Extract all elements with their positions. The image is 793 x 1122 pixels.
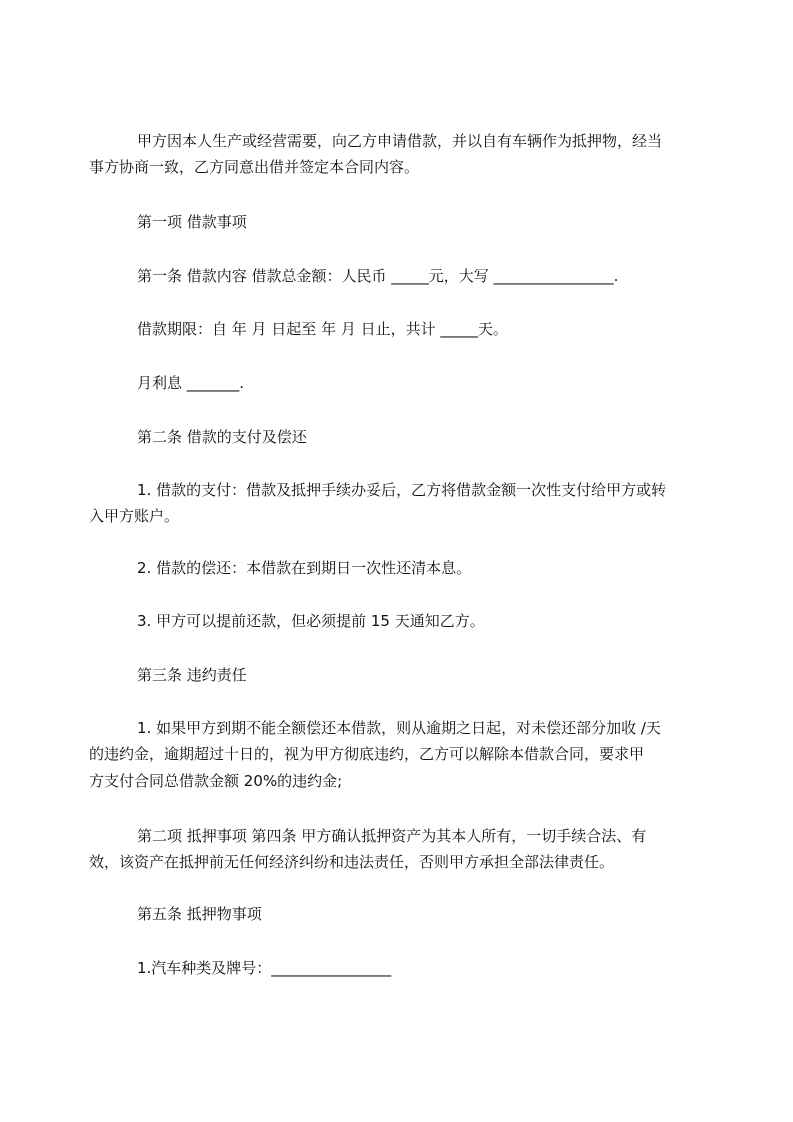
- intro-line-2: 事方协商一致，乙方同意出借并签定本合同内容。: [89, 158, 420, 176]
- section-1-heading: 第一项 借款事项: [137, 213, 247, 231]
- article-1: 第一条 借款内容 借款总金额：人民币 _____元，大写 ________________.: [137, 267, 619, 285]
- article-3-item-1-line-3: 方支付合同总借款金额 20%的违约金;: [89, 772, 343, 790]
- section-2-line-1: 第二项 抵押事项 第四条 甲方确认抵押资产为其本人所有，一切手续合法、有: [137, 827, 647, 845]
- article-2-item-3: 3. 甲方可以提前还款，但必须提前 15 天通知乙方。: [137, 612, 485, 630]
- article-3-heading: 第三条 违约责任: [137, 666, 247, 684]
- article-5-heading: 第五条 抵押物事项: [137, 905, 262, 923]
- article-2-item-2: 2. 借款的偿还：本借款在到期日一次性还清本息。: [137, 559, 472, 577]
- article-3-item-1-line-1: 1. 如果甲方到期不能全额偿还本借款，则从逾期之日起，对未偿还部分加收 /天: [137, 719, 661, 737]
- article-2-item-1-line-1: 1. 借款的支付：借款及抵押手续办妥后，乙方将借款金额一次性支付给甲方或转: [137, 481, 667, 499]
- article-5-item-1: 1.汽车种类及牌号：________________: [137, 959, 392, 977]
- article-2-heading: 第二条 借款的支付及偿还: [137, 428, 307, 446]
- monthly-interest: 月利息 _______.: [137, 374, 245, 392]
- section-2-line-2: 效，该资产在抵押前无任何经济纠纷和违法责任，否则甲方承担全部法律责任。: [89, 853, 615, 871]
- article-2-item-1-line-2: 入甲方账户。: [89, 507, 180, 525]
- loan-term: 借款期限：自 年 月 日起至 年 月 日止，共计 _____天。: [137, 320, 508, 338]
- intro-line-1: 甲方因本人生产或经营需要，向乙方申请借款，并以自有车辆作为抵押物，经当: [137, 132, 663, 150]
- article-3-item-1-line-2: 的违约金，逾期超过十日的，视为甲方彻底违约，乙方可以解除本借款合同，要求甲: [89, 745, 645, 763]
